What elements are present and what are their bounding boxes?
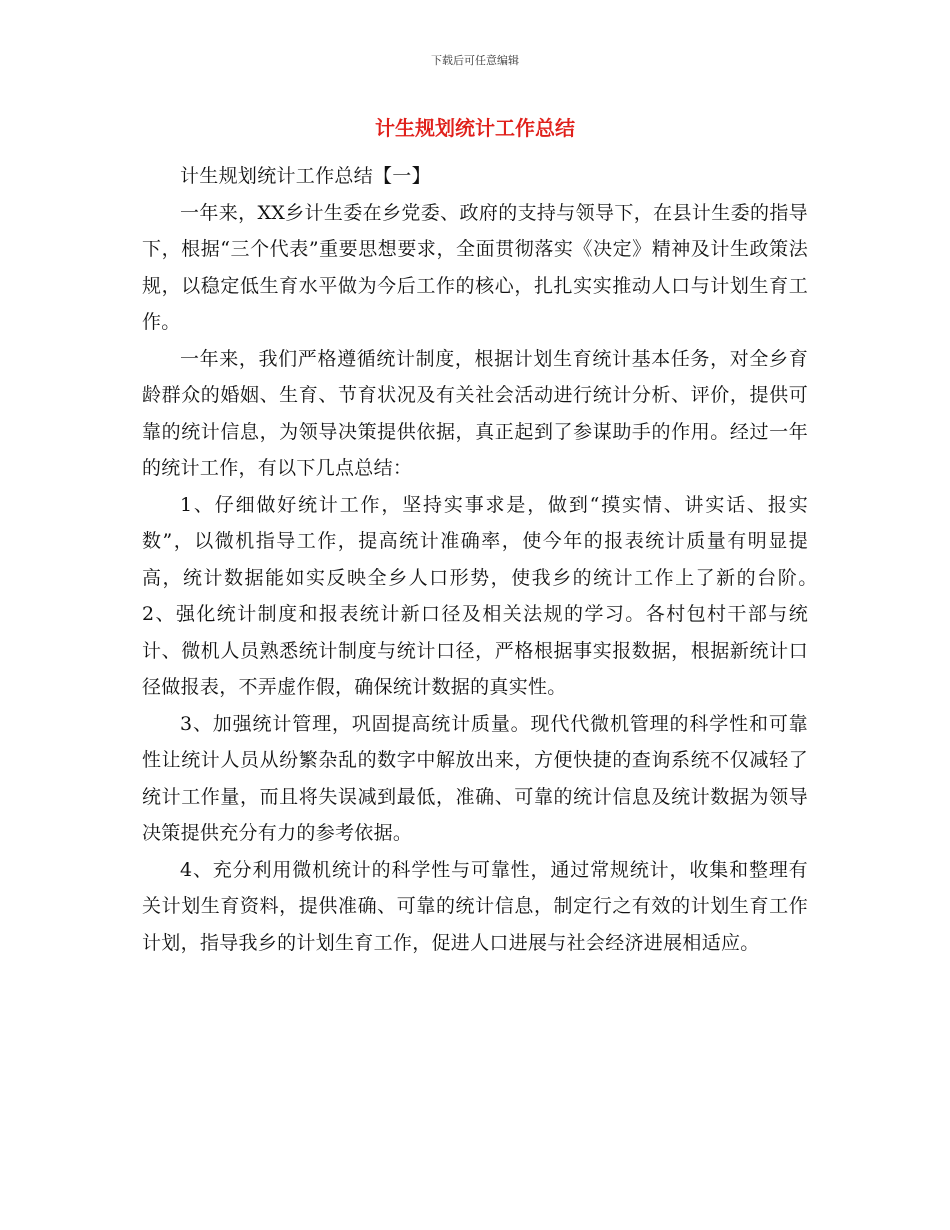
paragraph-intro: 一年来，XX乡计生委在乡党委、政府的支持与领导下，在县计生委的指导下，根据“三个代表”重要思想要求，全面贯彻落实《决定》精神及计生政策法规，以稳定低生育水平做为今后工作的核心，扎扎实实推动人口与计划生育工作。: [142, 201, 808, 333]
paragraph-point-3: 3、加强统计管理，巩固提高统计质量。现代代微机管理的科学性和可靠性让统计人员从纷繁杂乱的数字中解放出来，方便快捷的查询系统不仅减轻了统计工作量，而且将失误减到最低，准确、可靠的统计信息及统计数据为领导决策提供充分有力的参考依据。: [142, 712, 808, 844]
document-title: 计生规划统计工作总结: [375, 116, 575, 140]
paragraph-point-4: 4、充分利用微机统计的科学性与可靠性，通过常规统计，收集和整理有关计划生育资料，提供准确、可靠的统计信息，制定行之有效的计划生育工作计划，指导我乡的计划生育工作，促进人口进展与社会经济进展相适应。: [142, 858, 808, 954]
section-heading: 计生规划统计工作总结【一】: [180, 165, 431, 187]
document-body: [142, 158, 924, 961]
header-note: 下载后可任意编辑: [431, 54, 519, 67]
paragraph-overview: 一年来，我们严格遵循统计制度，根据计划生育统计基本任务，对全乡育龄群众的婚姻、生育、节育状况及有关社会活动进行统计分析、评价，提供可靠的统计信息，为领导决策提供依据，真正起到了参谋助手的作用。经过一年的统计工作，有以下几点总结：: [142, 347, 808, 479]
paragraph-point-1-2: 1、仔细做好统计工作，坚持实事求是，做到“摸实情、讲实话、报实数”，以微机指导工作，提高统计准确率，使今年的报表统计质量有明显提高，统计数据能如实反映全乡人口形势，使我乡的统计工作上了新的台阶。 2、强化统计制度和报表统计新口径及相关法规的学习。各村包村干部与统计、微机人员熟悉统计制度与统计口径，严格根据事实报数据，根据新统计口径做报表，不弄虚作假，确保统计数据的真实性。: [142, 493, 924, 698]
